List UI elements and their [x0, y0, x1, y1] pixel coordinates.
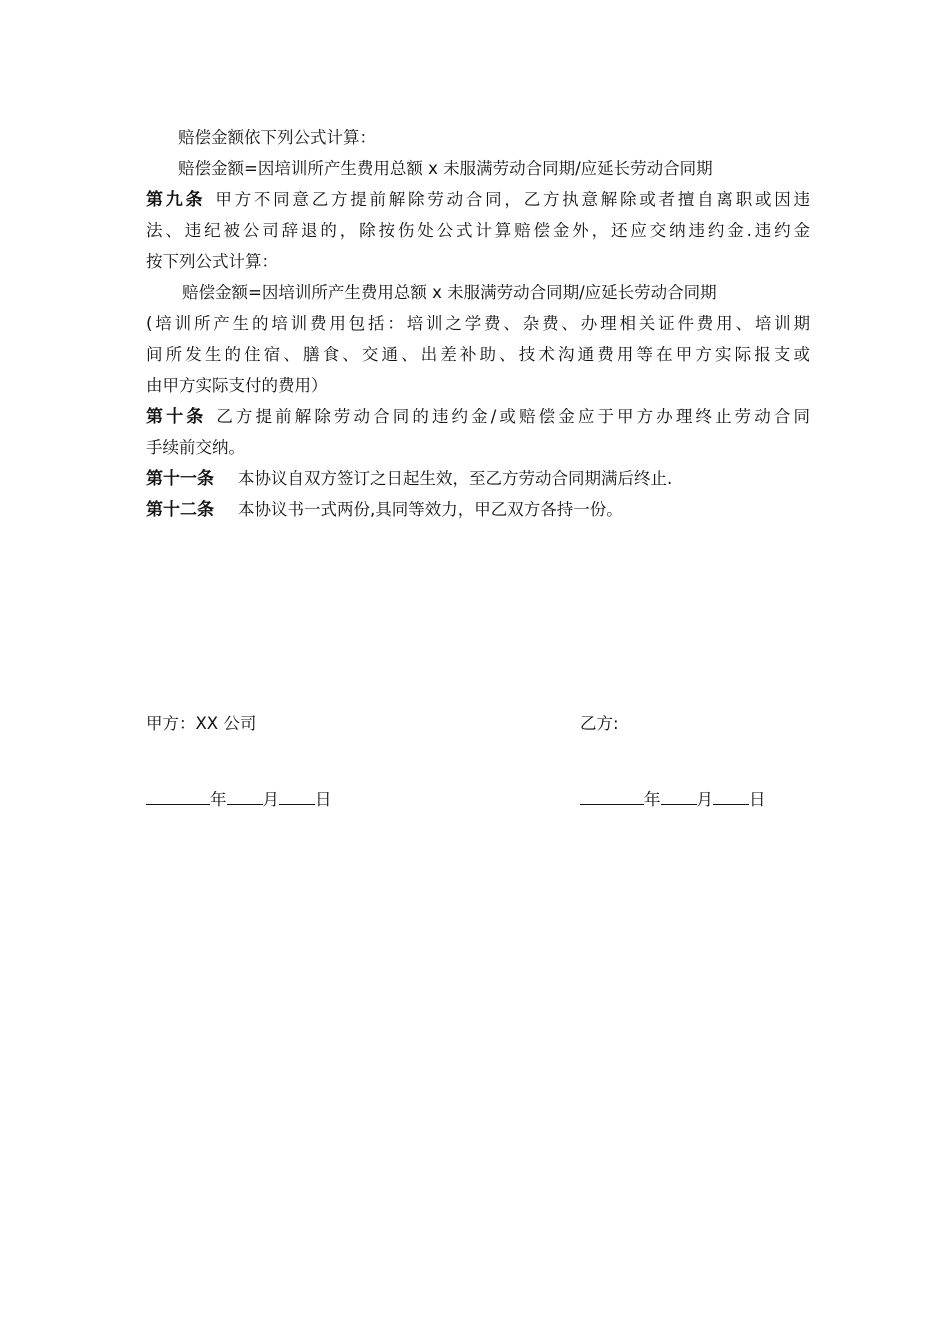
party-a-day-blank[interactable]: [279, 786, 315, 805]
training-note-line-1: (培训所产生的培训费用包括：培训之学费、杂费、办理相关证件费用、培训期: [146, 314, 810, 333]
party-b-date: [580, 786, 766, 812]
training-note-line-3: 由甲方实际支付的费用）: [146, 376, 328, 395]
party-a-date: [146, 786, 332, 812]
article-9-text-1: 甲方不同意乙方提前解除劳动合同，乙方执意解除或者擅自离职或因违: [215, 190, 810, 209]
party-b-month-blank[interactable]: [661, 786, 697, 805]
article-12-heading: 第十二条: [146, 500, 214, 520]
article-11-heading: 第十一条: [146, 469, 214, 489]
party-a-label: 甲方：XX 公司: [146, 714, 257, 733]
party-b-year-label: 年: [644, 790, 661, 809]
document-body: [146, 122, 810, 525]
party-b-month-label: 月: [696, 790, 713, 809]
paragraph-formula-2: 赔偿金额=因培训所产生费用总额 x 未服满劳动合同期/应延长劳动合同期: [182, 283, 717, 302]
article-9-line-3: 按下列公式计算：: [146, 252, 278, 271]
party-a-month-blank[interactable]: [227, 786, 263, 805]
article-12: [146, 494, 810, 525]
article-10-text-1: 乙方提前解除劳动合同的违约金/或赔偿金应于甲方办理终止劳动合同: [216, 407, 810, 426]
training-note-line-2: 间所发生的住宿、膳食、交通、出差补助、技术沟通费用等在甲方实际报支或: [146, 345, 810, 364]
party-b-day-label: 日: [749, 790, 766, 809]
article-9-line-2: 法、违纪被公司辞退的，除按伤处公式计算赔偿金外，还应交纳违约金.违约金: [146, 221, 810, 240]
article-12-text: 本协议书一式两份,具同等效力，甲乙双方各持一份。: [238, 500, 623, 519]
article-11: [146, 463, 810, 494]
party-b-day-blank[interactable]: [713, 786, 749, 805]
party-b-label: 乙方:: [580, 714, 619, 733]
party-b-year-blank[interactable]: [580, 786, 644, 805]
article-11-text: 本协议自双方签订之日起生效，至乙方劳动合同期满后终止.: [238, 469, 673, 488]
party-a-day-label: 日: [315, 790, 332, 809]
paragraph-formula-intro: 赔偿金额依下列公式计算：: [178, 128, 376, 147]
party-a-year-blank[interactable]: [146, 786, 210, 805]
article-9-heading: 第九条: [146, 190, 206, 210]
article-9-line-1: [146, 184, 810, 215]
paragraph-formula-1: 赔偿金额=因培训所产生费用总额 x 未服满劳动合同期/应延长劳动合同期: [178, 159, 713, 178]
party-a-year-label: 年: [210, 790, 227, 809]
article-10-heading: 第十条: [146, 407, 207, 427]
article-10-line-2: 手续前交纳。: [146, 438, 245, 457]
article-10-line-1: [146, 401, 810, 432]
party-a-month-label: 月: [262, 790, 279, 809]
